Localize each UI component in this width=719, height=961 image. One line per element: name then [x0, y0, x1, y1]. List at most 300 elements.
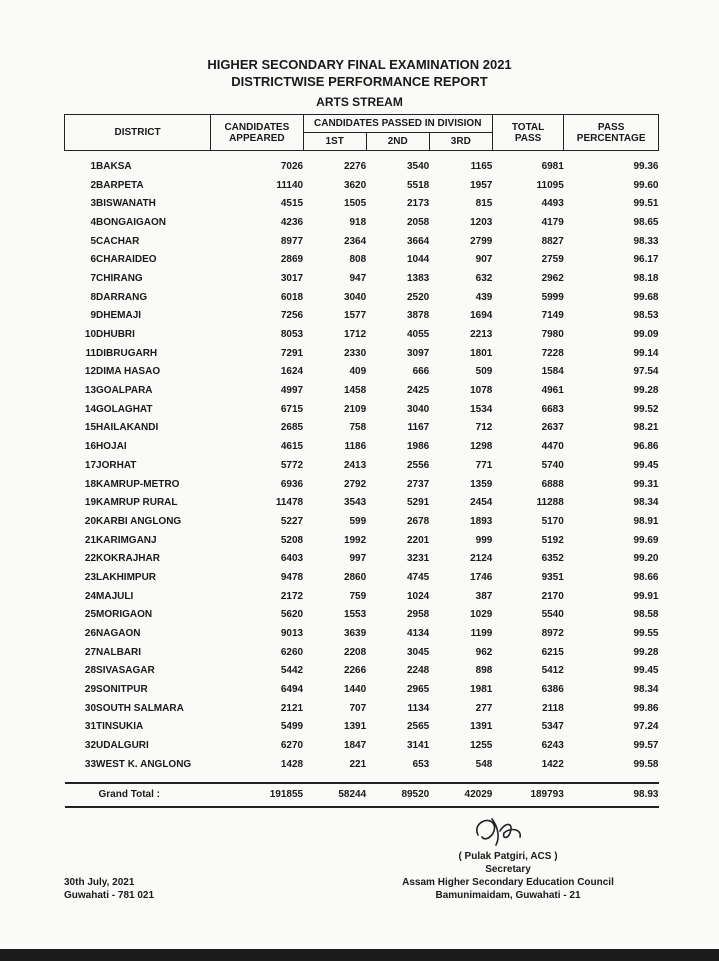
- appeared: 7026: [280, 160, 304, 172]
- pass-percentage: 96.86: [633, 441, 659, 453]
- second-division: 2248: [407, 665, 430, 677]
- district-name: CACHAR: [96, 235, 140, 247]
- pass-percentage: 98.21: [633, 422, 659, 434]
- first-division: 1505: [343, 198, 367, 210]
- second-division: 4055: [407, 329, 430, 341]
- second-division: 4134: [407, 628, 430, 640]
- appeared: 4615: [280, 441, 304, 453]
- appeared: 5442: [280, 665, 304, 677]
- total-pass: 2962: [541, 272, 564, 284]
- third-division: 2454: [470, 497, 493, 509]
- table-row: [65, 568, 659, 587]
- table-row: [65, 437, 659, 456]
- third-division: 962: [475, 646, 493, 658]
- second-division: 3040: [407, 403, 430, 415]
- first-division: 2276: [343, 160, 367, 172]
- table-row: [65, 213, 659, 232]
- pass-percentage: 99.55: [633, 628, 659, 640]
- first-division: 1847: [343, 740, 367, 752]
- total-pass: 6888: [541, 478, 564, 490]
- second-division: 2965: [407, 684, 430, 696]
- table-row: [65, 475, 659, 494]
- district-name: TINSUKIA: [96, 721, 144, 733]
- pass-percentage: 99.31: [633, 478, 659, 490]
- pass-percentage: 99.86: [633, 702, 659, 714]
- table-row: [65, 400, 659, 419]
- pass-percentage: 98.66: [633, 571, 659, 583]
- table-row: [65, 662, 659, 681]
- row-number: 27: [84, 646, 97, 658]
- first-division: 2792: [343, 478, 367, 490]
- header-total-pass: TOTAL PASS: [492, 115, 563, 151]
- second-division: 3045: [407, 646, 430, 658]
- pass-percentage: 98.34: [633, 684, 659, 696]
- total-pass: 5192: [541, 534, 564, 546]
- district-name: SOUTH SALMARA: [96, 702, 184, 714]
- row-number: 5: [90, 235, 97, 247]
- first-division: 2413: [343, 459, 367, 471]
- header-pass-percentage: PASS PERCENTAGE: [564, 115, 659, 151]
- total-pass: 6683: [541, 403, 564, 415]
- district-name: BAKSA: [96, 160, 132, 172]
- table-row: [65, 699, 659, 718]
- pass-percentage: 98.58: [633, 609, 659, 621]
- first-division: 947: [349, 272, 367, 284]
- total-pass: 5347: [541, 721, 564, 733]
- pass-percentage: 99.28: [633, 385, 659, 397]
- row-number: 25: [84, 609, 97, 621]
- third-division: 815: [475, 198, 493, 210]
- total-pass: 2118: [542, 702, 564, 714]
- total-pass: 5540: [541, 609, 564, 621]
- district-name: KOKRAJHAR: [96, 553, 160, 565]
- pass-percentage: 99.20: [633, 553, 659, 565]
- appeared: 4236: [280, 216, 304, 228]
- header-third: 3RD: [429, 133, 492, 151]
- appeared: 2869: [280, 254, 304, 266]
- second-division: 1986: [407, 441, 430, 453]
- row-number: 14: [84, 403, 97, 415]
- total-pass: 6215: [541, 646, 564, 658]
- total-pass: 4179: [541, 216, 564, 228]
- table-row: [65, 736, 659, 755]
- row-number: 15: [84, 422, 97, 434]
- third-division: 1359: [470, 478, 493, 490]
- table-row: [65, 606, 659, 625]
- pass-percentage: 98.91: [633, 515, 659, 527]
- total-pass: 5740: [541, 459, 564, 471]
- table-row: [65, 718, 659, 737]
- appeared: 6270: [280, 740, 304, 752]
- report-place: Guwahati - 781 021: [64, 890, 155, 901]
- pass-percentage: 99.57: [633, 740, 659, 752]
- second-division: 3878: [407, 310, 430, 322]
- third-division: 1203: [470, 216, 493, 228]
- pass-percentage: 97.24: [633, 721, 659, 733]
- table-row: [65, 643, 659, 662]
- pass-percentage: 96.17: [633, 254, 659, 266]
- total-pass: 4961: [541, 385, 564, 397]
- total-pass: 1422: [541, 758, 564, 770]
- row-number: 8: [90, 291, 97, 303]
- row-number: 21: [84, 534, 97, 546]
- district-name: DIBRUGARH: [96, 347, 158, 359]
- second-division: 2958: [407, 609, 430, 621]
- pass-percentage: 99.36: [633, 160, 659, 172]
- total-pass: 2170: [541, 590, 564, 602]
- total-pass: 8827: [541, 235, 564, 247]
- first-division: 2266: [343, 665, 367, 677]
- stream-label: ARTS STREAM: [316, 95, 403, 109]
- second-division: 1134: [407, 702, 430, 714]
- pass-percentage: 99.58: [633, 758, 659, 770]
- grand-total-row: [65, 783, 659, 807]
- pass-percentage: 97.54: [633, 366, 659, 378]
- district-name: CHARAIDEO: [96, 254, 157, 266]
- pass-percentage: 99.09: [633, 329, 659, 341]
- third-division: 2124: [470, 553, 493, 565]
- first-division: 997: [349, 553, 367, 565]
- table-row: [65, 531, 659, 550]
- appeared: 5499: [280, 721, 304, 733]
- row-number: 18: [84, 478, 97, 490]
- row-number: 24: [84, 590, 97, 602]
- third-division: 2213: [470, 329, 493, 341]
- first-division: 707: [349, 702, 367, 714]
- performance-table: [64, 114, 659, 808]
- total-pass: 8972: [541, 628, 564, 640]
- appeared: 2121: [280, 702, 304, 714]
- third-division: 1893: [470, 515, 493, 527]
- total-pass: 4470: [541, 441, 564, 453]
- third-division: 1391: [470, 721, 493, 733]
- second-division: 2425: [407, 385, 430, 397]
- table-body: [65, 151, 659, 774]
- third-division: 1199: [470, 628, 493, 640]
- table-row: [65, 232, 659, 251]
- pass-percentage: 98.34: [633, 497, 659, 509]
- district-name: MORIGAON: [96, 609, 153, 621]
- first-division: 918: [349, 216, 367, 228]
- appeared: 9478: [280, 571, 304, 583]
- third-division: 712: [475, 422, 493, 434]
- first-division: 759: [349, 590, 367, 602]
- district-name: GOALPARA: [96, 385, 153, 397]
- pass-percentage: 99.52: [633, 403, 659, 415]
- total-pass: 11288: [536, 497, 564, 509]
- third-division: 439: [475, 291, 493, 303]
- total-pass: 9351: [541, 571, 564, 583]
- appeared: 5772: [280, 459, 304, 471]
- second-division: 3231: [407, 553, 430, 565]
- appeared: 1624: [280, 366, 304, 378]
- grand-total-label: Grand Total :: [65, 783, 211, 807]
- appeared: 8053: [280, 329, 304, 341]
- total-pass: 6352: [541, 553, 564, 565]
- appeared: 11140: [276, 179, 304, 191]
- pass-percentage: 99.51: [633, 198, 659, 210]
- row-number: 19: [84, 497, 97, 509]
- appeared: 3017: [280, 272, 304, 284]
- appeared: 5208: [280, 534, 304, 546]
- second-division: 3540: [407, 160, 430, 172]
- appeared: 6936: [280, 478, 304, 490]
- second-division: 2565: [407, 721, 430, 733]
- total-pass: 2637: [541, 422, 564, 434]
- first-division: 758: [349, 422, 367, 434]
- third-division: 2799: [470, 235, 493, 247]
- district-name: WEST K. ANGLONG: [96, 758, 192, 770]
- second-division: 3097: [407, 347, 430, 359]
- total-pass: 2759: [541, 254, 564, 266]
- table-row: [65, 680, 659, 699]
- pass-percentage: 99.68: [633, 291, 659, 303]
- second-division: 3664: [407, 235, 430, 247]
- appeared: 7291: [280, 347, 304, 359]
- third-division: 1801: [470, 347, 493, 359]
- pass-percentage: 99.69: [633, 534, 659, 546]
- third-division: 1298: [470, 441, 493, 453]
- table-row: [65, 250, 659, 269]
- second-division: 2556: [407, 459, 430, 471]
- first-division: 3543: [343, 497, 367, 509]
- district-name: NALBARI: [96, 646, 142, 658]
- district-name: DIMA HASAO: [96, 366, 161, 378]
- table-row: [65, 493, 659, 512]
- second-division: 1167: [407, 422, 430, 434]
- total-pass: 7149: [541, 310, 564, 322]
- third-division: 1746: [470, 571, 493, 583]
- total-pass: 7980: [541, 329, 564, 341]
- pass-percentage: 98.65: [633, 216, 659, 228]
- second-division: 2737: [407, 478, 430, 490]
- grand-total-first: 58244: [303, 783, 366, 807]
- first-division: 3639: [343, 628, 367, 640]
- first-division: 599: [349, 515, 367, 527]
- second-division: 1044: [407, 254, 430, 266]
- appeared: 6018: [280, 291, 304, 303]
- second-division: 666: [412, 366, 430, 378]
- pass-percentage: 99.45: [633, 665, 659, 677]
- pass-percentage: 98.33: [633, 235, 659, 247]
- second-division: 2173: [407, 198, 430, 210]
- table-row: [65, 755, 659, 774]
- second-division: 5518: [407, 179, 430, 191]
- row-number: 26: [84, 628, 97, 640]
- first-division: 1553: [343, 609, 367, 621]
- district-name: DARRANG: [96, 291, 148, 303]
- report-subtitle: DISTRICTWISE PERFORMANCE REPORT: [231, 74, 488, 89]
- grand-total-third: 42029: [429, 783, 492, 807]
- second-division: 2201: [407, 534, 430, 546]
- bottom-edge: [0, 949, 719, 961]
- district-name: BISWANATH: [96, 198, 156, 210]
- row-number: 16: [84, 441, 97, 453]
- row-number: 23: [84, 571, 97, 583]
- appeared: 2172: [280, 590, 304, 602]
- row-number: 20: [84, 515, 97, 527]
- row-number: 22: [84, 553, 97, 565]
- first-division: 2364: [343, 235, 367, 247]
- district-name: KARBI ANGLONG: [96, 515, 182, 527]
- second-division: 2678: [407, 515, 430, 527]
- district-name: KARIMGANJ: [96, 534, 157, 546]
- table-row: [65, 176, 659, 195]
- signatory-title: Secretary: [485, 864, 531, 875]
- third-division: 999: [475, 534, 493, 546]
- first-division: 221: [349, 758, 367, 770]
- header-district: DISTRICT: [65, 115, 211, 151]
- table-row: [65, 419, 659, 438]
- table-row: [65, 512, 659, 531]
- table-row: [65, 194, 659, 213]
- district-name: DHUBRI: [96, 329, 135, 341]
- second-division: 3141: [407, 740, 430, 752]
- first-division: 2330: [343, 347, 367, 359]
- row-number: 31: [84, 721, 97, 733]
- second-division: 4745: [407, 571, 430, 583]
- pass-percentage: 99.60: [633, 179, 659, 191]
- district-name: SIVASAGAR: [96, 665, 155, 677]
- first-division: 2860: [343, 571, 367, 583]
- signatory-org: Assam Higher Secondary Education Council: [402, 877, 614, 888]
- district-name: LAKHIMPUR: [96, 571, 157, 583]
- third-division: 1981: [470, 684, 493, 696]
- appeared: 7256: [280, 310, 304, 322]
- third-division: 548: [475, 758, 493, 770]
- signatory-name: ( Pulak Patgiri, ACS ): [458, 851, 558, 862]
- first-division: 3620: [343, 179, 367, 191]
- district-name: MAJULI: [96, 590, 134, 602]
- district-name: DHEMAJI: [96, 310, 142, 322]
- district-name: UDALGURI: [96, 740, 149, 752]
- district-name: SONITPUR: [96, 684, 148, 696]
- second-division: 2520: [407, 291, 430, 303]
- table-row: [65, 307, 659, 326]
- third-division: 1078: [470, 385, 493, 397]
- first-division: 1577: [343, 310, 367, 322]
- row-number: 29: [84, 684, 97, 696]
- row-number: 17: [84, 459, 97, 471]
- pass-percentage: 99.91: [633, 590, 659, 602]
- grand-total-appeared: 191855: [211, 783, 304, 807]
- appeared: 9013: [280, 628, 304, 640]
- district-name: BARPETA: [96, 179, 144, 191]
- table-row: [65, 549, 659, 568]
- table-row: [65, 288, 659, 307]
- total-pass: 5412: [541, 665, 564, 677]
- table-row: [65, 344, 659, 363]
- second-division: 1024: [407, 590, 430, 602]
- district-name: JORHAT: [96, 459, 137, 471]
- row-number: 33: [84, 758, 97, 770]
- pass-percentage: 99.28: [633, 646, 659, 658]
- appeared: 5620: [280, 609, 304, 621]
- total-pass: 6981: [541, 160, 564, 172]
- third-division: 632: [475, 272, 493, 284]
- table-row: [65, 381, 659, 400]
- header-second: 2ND: [366, 133, 429, 151]
- report-title: HIGHER SECONDARY FINAL EXAMINATION 2021: [207, 57, 512, 72]
- row-number: 9: [90, 310, 97, 322]
- second-division: 1383: [407, 272, 430, 284]
- appeared: 4997: [280, 385, 304, 397]
- row-number: 13: [84, 385, 97, 397]
- district-name: CHIRANG: [96, 272, 143, 284]
- table-row: [65, 157, 659, 176]
- appeared: 2685: [280, 422, 304, 434]
- appeared: 6494: [280, 684, 304, 696]
- total-pass: 6243: [541, 740, 564, 752]
- first-division: 1186: [344, 441, 367, 453]
- total-pass: 5170: [541, 515, 564, 527]
- appeared: 11478: [275, 497, 304, 509]
- row-number: 30: [84, 702, 97, 714]
- table-row: [65, 363, 659, 382]
- appeared: 6715: [280, 403, 304, 415]
- total-pass: 6386: [541, 684, 564, 696]
- appeared: 6403: [280, 553, 304, 565]
- pass-percentage: 98.53: [633, 310, 659, 322]
- total-pass: 11095: [536, 179, 564, 191]
- signature-mark: [470, 813, 530, 849]
- district-name: GOLAGHAT: [96, 403, 153, 415]
- table-row: [65, 456, 659, 475]
- row-number: 32: [84, 740, 97, 752]
- row-number: 11: [85, 347, 97, 359]
- third-division: 907: [475, 254, 493, 266]
- total-pass: 1584: [541, 366, 564, 378]
- header-division: CANDIDATES PASSED IN DIVISION: [303, 115, 492, 133]
- table-row: [65, 269, 659, 288]
- first-division: 1458: [343, 385, 367, 397]
- district-name: NAGAON: [96, 628, 141, 640]
- row-number: 1: [90, 160, 97, 172]
- row-number: 4: [90, 216, 97, 228]
- third-division: 1957: [470, 179, 493, 191]
- district-name: BONGAIGAON: [96, 216, 167, 228]
- row-number: 28: [84, 665, 97, 677]
- third-division: 898: [475, 665, 493, 677]
- row-number: 2: [90, 179, 97, 191]
- row-number: 7: [90, 272, 97, 284]
- header-appeared: CANDIDATES APPEARED: [211, 115, 304, 151]
- third-division: 771: [475, 459, 493, 471]
- first-division: 2208: [343, 646, 367, 658]
- third-division: 1029: [470, 609, 493, 621]
- row-number: 12: [84, 366, 97, 378]
- signatory-address: Bamunimaidam, Guwahati - 21: [435, 890, 581, 901]
- third-division: 1534: [470, 403, 493, 415]
- appeared: 6260: [280, 646, 304, 658]
- first-division: 409: [349, 366, 367, 378]
- second-division: 5291: [407, 497, 430, 509]
- third-division: 1694: [470, 310, 493, 322]
- first-division: 808: [349, 254, 367, 266]
- pass-percentage: 99.45: [633, 459, 659, 471]
- third-division: 1165: [470, 160, 493, 172]
- first-division: 3040: [343, 291, 367, 303]
- appeared: 4515: [280, 198, 304, 210]
- grand-total-pass: 189793: [492, 783, 563, 807]
- table-row: [65, 325, 659, 344]
- total-pass: 7228: [541, 347, 564, 359]
- first-division: 2109: [343, 403, 367, 415]
- third-division: 387: [475, 590, 493, 602]
- first-division: 1992: [343, 534, 367, 546]
- third-division: 277: [475, 702, 493, 714]
- report-date: 30th July, 2021: [64, 877, 135, 888]
